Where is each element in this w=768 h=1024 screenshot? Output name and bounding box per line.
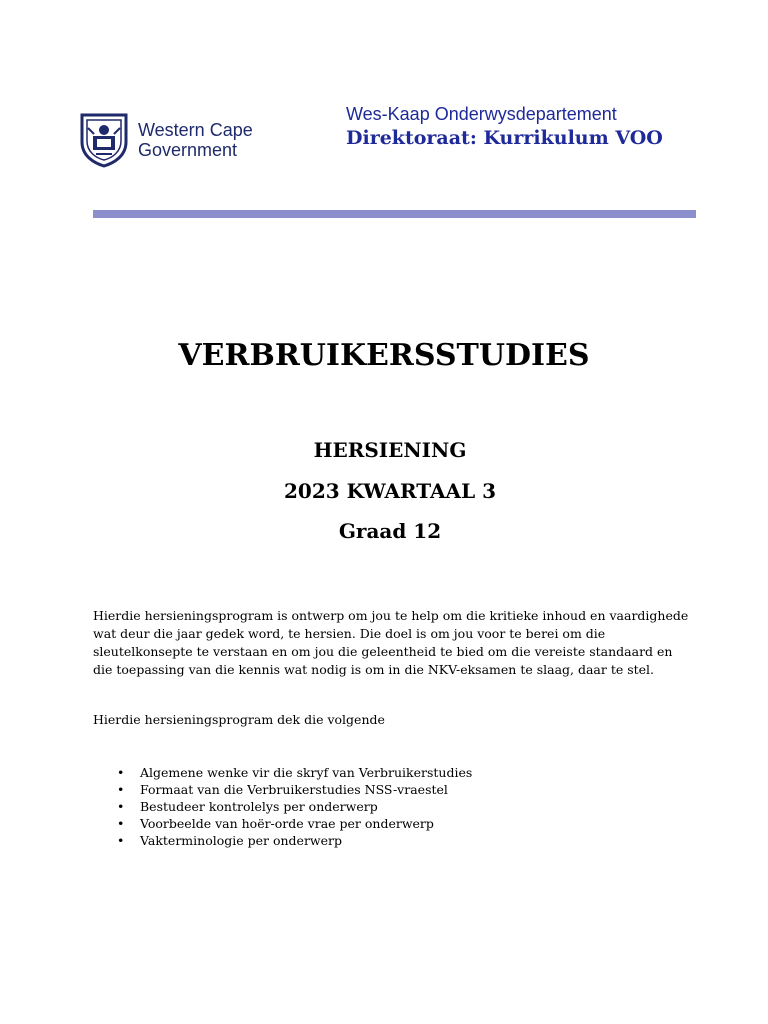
subtitle-revision: HERSIENING xyxy=(313,438,467,462)
subtitle-grade: Graad 12 xyxy=(338,519,442,543)
list-item: • Formaat van die Verbruikerstudies NSS-vraestel xyxy=(93,781,472,798)
coat-of-arms-icon xyxy=(78,112,130,168)
subtitle-term: 2023 KWARTAAL 3 xyxy=(283,479,497,503)
department-name: Wes-Kaap Onderwysdepartement xyxy=(346,104,617,124)
list-item: • Algemene wenke vir die skryf van Verbruikerstudies xyxy=(93,764,472,781)
directorate-name: Direktoraat: Kurrikulum VOO xyxy=(346,127,663,149)
coverage-intro: Hierdie hersieningsprogram dek die volgende xyxy=(93,712,385,727)
logo-wordmark xyxy=(138,120,253,160)
list-item: • Bestudeer kontrolelys per onderwerp xyxy=(93,798,472,815)
coverage-list xyxy=(93,764,472,849)
list-item: • Voorbeelde van hoër-orde vrae per onderwerp xyxy=(93,815,472,832)
document-title: VERBRUIKERSSTUDIES xyxy=(178,338,590,373)
western-cape-government-logo xyxy=(78,112,253,168)
logo-text-line1: Western Cape xyxy=(138,120,253,140)
logo-text-line2: Government xyxy=(138,140,238,160)
header-divider xyxy=(93,210,696,218)
list-item: • Vakterminologie per onderwerp xyxy=(93,832,472,849)
intro-paragraph: Hierdie hersieningsprogram is ontwerp om jou te help om die kritieke inhoud en vaardighede wat deur die jaar gedek word, te hersien. Die doel is om jou voor te berei om die sleutelkonsepte te verstaan en om jou die geleentheid te bied om die vereiste standaard en die toepassing van die kennis wat nodig is om in die NKV-eksamen te slaag, daar te stel. xyxy=(93,608,689,677)
